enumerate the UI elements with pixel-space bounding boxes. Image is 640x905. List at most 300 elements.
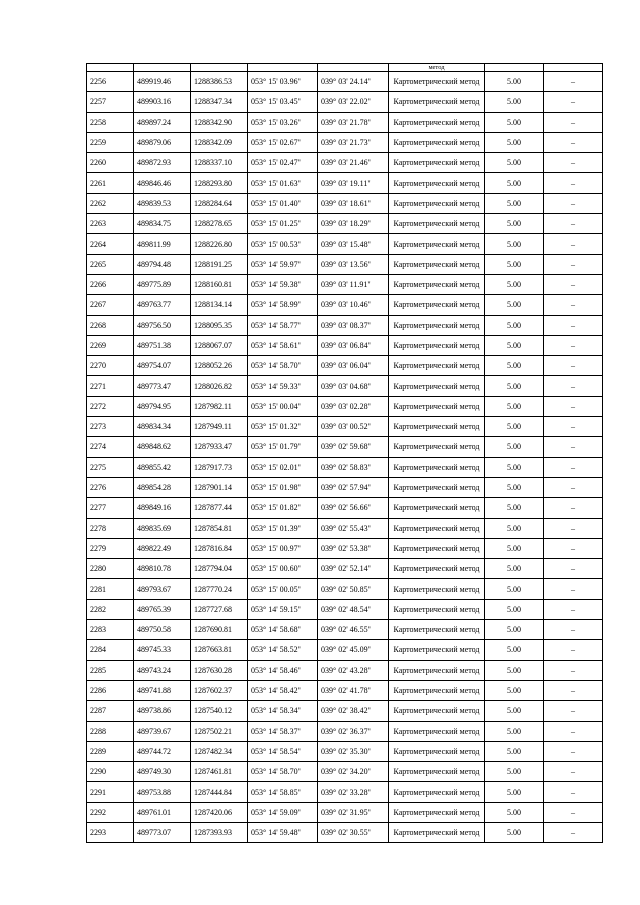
cell-x-coordinate: 489763.77 bbox=[134, 295, 191, 315]
table-row bbox=[87, 315, 603, 335]
table-row bbox=[87, 518, 603, 538]
cell-method: Картометрический метод bbox=[389, 640, 485, 660]
cell-x-coordinate: 489811.99 bbox=[134, 234, 191, 254]
cell-longitude: 039° 02' 52.14" bbox=[318, 559, 389, 579]
cell-longitude: 039° 02' 38.42" bbox=[318, 701, 389, 721]
cell-accuracy: 5.00 bbox=[485, 660, 544, 680]
cell-y-coordinate: 1288342.90 bbox=[191, 112, 248, 132]
cell-x-coordinate: 489751.38 bbox=[134, 335, 191, 355]
cell-accuracy: 5.00 bbox=[485, 599, 544, 619]
cell-accuracy: 5.00 bbox=[485, 680, 544, 700]
cell-longitude: 039° 02' 56.66" bbox=[318, 498, 389, 518]
cell-point-number: 2269 bbox=[87, 335, 134, 355]
cell-x-coordinate: 489879.06 bbox=[134, 132, 191, 152]
cell-x-coordinate: 489854.28 bbox=[134, 477, 191, 497]
cell-x-coordinate: 489773.47 bbox=[134, 376, 191, 396]
cell-longitude: 039° 03' 11.91" bbox=[318, 274, 389, 294]
cell-method: Картометрический метод bbox=[389, 193, 485, 213]
cell-x bbox=[134, 64, 191, 72]
cell-y-coordinate: 1288095.35 bbox=[191, 315, 248, 335]
cell-method: Картометрический метод bbox=[389, 234, 485, 254]
cell-latitude: 053° 14' 58.68" bbox=[248, 620, 318, 640]
table-row bbox=[87, 782, 603, 802]
cell-accuracy: 5.00 bbox=[485, 762, 544, 782]
cell-latitude: 053° 14' 58.70" bbox=[248, 356, 318, 376]
cell-latitude: 053° 15' 01.25" bbox=[248, 214, 318, 234]
cell-longitude: 039° 03' 21.73" bbox=[318, 132, 389, 152]
cell-point-number: 2261 bbox=[87, 173, 134, 193]
cell-accuracy: 5.00 bbox=[485, 376, 544, 396]
cell-point-number: 2264 bbox=[87, 234, 134, 254]
cell-x-coordinate: 489846.46 bbox=[134, 173, 191, 193]
cell-accuracy: 5.00 bbox=[485, 457, 544, 477]
cell-longitude: 039° 02' 53.38" bbox=[318, 538, 389, 558]
cell-point-number: 2286 bbox=[87, 680, 134, 700]
table-row bbox=[87, 599, 603, 619]
cell-latitude: 053° 14' 58.99" bbox=[248, 295, 318, 315]
cell-longitude: 039° 03' 19.11" bbox=[318, 173, 389, 193]
cell-y-coordinate: 1287854.81 bbox=[191, 518, 248, 538]
cell-point-number: 2275 bbox=[87, 457, 134, 477]
cell-y-coordinate: 1288134.14 bbox=[191, 295, 248, 315]
cell-description: – bbox=[544, 701, 603, 721]
cell-longitude: 039° 03' 08.37" bbox=[318, 315, 389, 335]
cell-longitude: 039° 02' 57.94" bbox=[318, 477, 389, 497]
cell-accuracy: 5.00 bbox=[485, 437, 544, 457]
cell-latitude: 053° 15' 03.26" bbox=[248, 112, 318, 132]
cell-y-coordinate: 1287540.12 bbox=[191, 701, 248, 721]
cell-x-coordinate: 489750.58 bbox=[134, 620, 191, 640]
cell-longitude: 039° 03' 22.02" bbox=[318, 92, 389, 112]
cell-x-coordinate: 489775.89 bbox=[134, 274, 191, 294]
cell-latitude: 053° 14' 59.38" bbox=[248, 274, 318, 294]
cell-point-number: 2278 bbox=[87, 518, 134, 538]
cell-description: – bbox=[544, 274, 603, 294]
cell-method: Картометрический метод bbox=[389, 762, 485, 782]
cell-description: – bbox=[544, 335, 603, 355]
table-row bbox=[87, 680, 603, 700]
cell-point-number: 2290 bbox=[87, 762, 134, 782]
cell-point-number: 2272 bbox=[87, 396, 134, 416]
cell-description: – bbox=[544, 579, 603, 599]
cell-method: Картометрический метод bbox=[389, 620, 485, 640]
cell-method: Картометрический метод bbox=[389, 132, 485, 152]
cell-accuracy: 5.00 bbox=[485, 92, 544, 112]
cell-accuracy: 5.00 bbox=[485, 396, 544, 416]
cell-longitude: 039° 03' 00.52" bbox=[318, 417, 389, 437]
cell-x-coordinate: 489745.33 bbox=[134, 640, 191, 660]
cell-latitude bbox=[248, 64, 318, 72]
cell-latitude: 053° 15' 02.47" bbox=[248, 153, 318, 173]
cell-longitude: 039° 03' 04.68" bbox=[318, 376, 389, 396]
cell-latitude: 053° 14' 58.54" bbox=[248, 741, 318, 761]
cell-point-number: 2268 bbox=[87, 315, 134, 335]
cell-latitude: 053° 14' 59.33" bbox=[248, 376, 318, 396]
cell-y-coordinate: 1287982.11 bbox=[191, 396, 248, 416]
cell-x-coordinate: 489743.24 bbox=[134, 660, 191, 680]
table-row bbox=[87, 822, 603, 842]
table-row bbox=[87, 173, 603, 193]
table-row bbox=[87, 802, 603, 822]
cell-x-coordinate: 489919.46 bbox=[134, 72, 191, 92]
cell-description: – bbox=[544, 559, 603, 579]
table-row bbox=[87, 701, 603, 721]
cell-longitude: 039° 02' 36.37" bbox=[318, 721, 389, 741]
table-row bbox=[87, 295, 603, 315]
cell-longitude bbox=[318, 64, 389, 72]
cell-x-coordinate: 489794.48 bbox=[134, 254, 191, 274]
cell-method: Картометрический метод bbox=[389, 173, 485, 193]
cell-y-coordinate: 1287630.28 bbox=[191, 660, 248, 680]
cell-point-number: 2258 bbox=[87, 112, 134, 132]
cell-y-coordinate: 1288067.07 bbox=[191, 335, 248, 355]
cell-latitude: 053° 14' 58.42" bbox=[248, 680, 318, 700]
cell-accuracy: 5.00 bbox=[485, 701, 544, 721]
cell-longitude: 039° 03' 06.84" bbox=[318, 335, 389, 355]
cell-y-coordinate: 1287901.14 bbox=[191, 477, 248, 497]
cell-method: Картометрический метод bbox=[389, 92, 485, 112]
cell-method: Картометрический метод bbox=[389, 315, 485, 335]
cell-accuracy: 5.00 bbox=[485, 254, 544, 274]
cell-description: – bbox=[544, 477, 603, 497]
cell-y-coordinate: 1287482.34 bbox=[191, 741, 248, 761]
cell-accuracy: 5.00 bbox=[485, 518, 544, 538]
cell-x-coordinate: 489765.39 bbox=[134, 599, 191, 619]
cell-x-coordinate: 489741.88 bbox=[134, 680, 191, 700]
cell-latitude: 053° 15' 00.60" bbox=[248, 559, 318, 579]
cell-method: Картометрический метод bbox=[389, 112, 485, 132]
cell-x-coordinate: 489810.78 bbox=[134, 559, 191, 579]
cell-description: – bbox=[544, 315, 603, 335]
cell-point-number: 2265 bbox=[87, 254, 134, 274]
cell-point-number: 2260 bbox=[87, 153, 134, 173]
cell-description: – bbox=[544, 173, 603, 193]
cell-point-number: 2259 bbox=[87, 132, 134, 152]
cell-description: – bbox=[544, 498, 603, 518]
cell-longitude: 039° 02' 35.30" bbox=[318, 741, 389, 761]
cell-description bbox=[544, 64, 603, 72]
cell-x-coordinate: 489739.67 bbox=[134, 721, 191, 741]
table-row bbox=[87, 193, 603, 213]
cell-latitude: 053° 14' 58.37" bbox=[248, 721, 318, 741]
cell-latitude: 053° 15' 01.39" bbox=[248, 518, 318, 538]
cell-point-number: 2267 bbox=[87, 295, 134, 315]
cell-description: – bbox=[544, 193, 603, 213]
cell-longitude: 039° 02' 55.43" bbox=[318, 518, 389, 538]
cell-description: – bbox=[544, 356, 603, 376]
cell-accuracy: 5.00 bbox=[485, 335, 544, 355]
cell-description: – bbox=[544, 457, 603, 477]
cell-longitude: 039° 02' 45.09" bbox=[318, 640, 389, 660]
cell-method: Картометрический метод bbox=[389, 477, 485, 497]
cell-accuracy: 5.00 bbox=[485, 274, 544, 294]
cell-point-number: 2256 bbox=[87, 72, 134, 92]
cell-y-coordinate: 1288160.81 bbox=[191, 274, 248, 294]
table-body bbox=[87, 64, 603, 843]
cell-latitude: 053° 14' 58.85" bbox=[248, 782, 318, 802]
cell-y-coordinate: 1287602.37 bbox=[191, 680, 248, 700]
table-row bbox=[87, 132, 603, 152]
cell-x-coordinate: 489773.07 bbox=[134, 822, 191, 842]
cell-point-number: 2284 bbox=[87, 640, 134, 660]
cell-method: Картометрический метод bbox=[389, 660, 485, 680]
table-row bbox=[87, 620, 603, 640]
cell-point-number: 2287 bbox=[87, 701, 134, 721]
cell-method: Картометрический метод bbox=[389, 356, 485, 376]
cell-description: – bbox=[544, 741, 603, 761]
table-row bbox=[87, 376, 603, 396]
cell-longitude: 039° 03' 15.48" bbox=[318, 234, 389, 254]
cell-method: Картометрический метод bbox=[389, 437, 485, 457]
cell-y-coordinate: 1287461.81 bbox=[191, 762, 248, 782]
table-row bbox=[87, 234, 603, 254]
cell-description: – bbox=[544, 640, 603, 660]
cell-latitude: 053° 14' 59.09" bbox=[248, 802, 318, 822]
cell-y bbox=[191, 64, 248, 72]
table-row bbox=[87, 335, 603, 355]
cell-latitude: 053° 15' 00.04" bbox=[248, 396, 318, 416]
cell-accuracy: 5.00 bbox=[485, 477, 544, 497]
cell-y-coordinate: 1287444.84 bbox=[191, 782, 248, 802]
cell-point-number: 2282 bbox=[87, 599, 134, 619]
cell-y-coordinate: 1288052.26 bbox=[191, 356, 248, 376]
cell-y-coordinate: 1288026.82 bbox=[191, 376, 248, 396]
cell-description: – bbox=[544, 620, 603, 640]
table-row bbox=[87, 437, 603, 457]
cell-longitude: 039° 02' 33.28" bbox=[318, 782, 389, 802]
cell-y-coordinate: 1287393.93 bbox=[191, 822, 248, 842]
table-row bbox=[87, 112, 603, 132]
cell-y-coordinate: 1287794.04 bbox=[191, 559, 248, 579]
cell-latitude: 053° 15' 02.67" bbox=[248, 132, 318, 152]
cell-x-coordinate: 489793.67 bbox=[134, 579, 191, 599]
coordinates-table bbox=[86, 63, 603, 843]
table-row bbox=[87, 72, 603, 92]
cell-longitude: 039° 02' 58.83" bbox=[318, 457, 389, 477]
cell-method: Картометрический метод bbox=[389, 701, 485, 721]
table-row bbox=[87, 559, 603, 579]
cell-description: – bbox=[544, 376, 603, 396]
table-row bbox=[87, 396, 603, 416]
cell-method: Картометрический метод bbox=[389, 254, 485, 274]
cell-x-coordinate: 489749.30 bbox=[134, 762, 191, 782]
cell-method: Картометрический метод bbox=[389, 782, 485, 802]
cell-point-number: 2280 bbox=[87, 559, 134, 579]
cell-point-number: 2279 bbox=[87, 538, 134, 558]
cell-x-coordinate: 489834.75 bbox=[134, 214, 191, 234]
cell-description: – bbox=[544, 660, 603, 680]
cell-accuracy: 5.00 bbox=[485, 417, 544, 437]
table-row bbox=[87, 92, 603, 112]
cell-y-coordinate: 1287502.21 bbox=[191, 721, 248, 741]
cell-latitude: 053° 14' 59.15" bbox=[248, 599, 318, 619]
cell-latitude: 053° 15' 01.82" bbox=[248, 498, 318, 518]
cell-longitude: 039° 03' 13.56" bbox=[318, 254, 389, 274]
cell-longitude: 039° 03' 21.46" bbox=[318, 153, 389, 173]
cell-y-coordinate: 1288337.10 bbox=[191, 153, 248, 173]
cell-x-coordinate: 489754.07 bbox=[134, 356, 191, 376]
table-row-continuation bbox=[87, 64, 603, 72]
cell-latitude: 053° 15' 01.98" bbox=[248, 477, 318, 497]
cell-latitude: 053° 15' 00.53" bbox=[248, 234, 318, 254]
cell-accuracy: 5.00 bbox=[485, 498, 544, 518]
cell-latitude: 053° 15' 03.96" bbox=[248, 72, 318, 92]
cell-longitude: 039° 03' 24.14" bbox=[318, 72, 389, 92]
cell-longitude: 039° 03' 18.29" bbox=[318, 214, 389, 234]
cell-point-number: 2273 bbox=[87, 417, 134, 437]
cell-method: Картометрический метод bbox=[389, 599, 485, 619]
cell-point-number: 2274 bbox=[87, 437, 134, 457]
cell-point-number: 2263 bbox=[87, 214, 134, 234]
cell-description: – bbox=[544, 92, 603, 112]
cell-point-number: 2291 bbox=[87, 782, 134, 802]
cell-accuracy: 5.00 bbox=[485, 315, 544, 335]
cell-point-number: 2288 bbox=[87, 721, 134, 741]
cell-y-coordinate: 1288293.80 bbox=[191, 173, 248, 193]
cell-y-coordinate: 1288226.80 bbox=[191, 234, 248, 254]
cell-description: – bbox=[544, 396, 603, 416]
cell-accuracy: 5.00 bbox=[485, 741, 544, 761]
cell-accuracy: 5.00 bbox=[485, 214, 544, 234]
cell-method: Картометрический метод bbox=[389, 518, 485, 538]
cell-point-number: 2285 bbox=[87, 660, 134, 680]
cell-accuracy: 5.00 bbox=[485, 721, 544, 741]
cell-y-coordinate: 1288347.34 bbox=[191, 92, 248, 112]
cell-method: метод bbox=[389, 64, 485, 72]
cell-description: – bbox=[544, 518, 603, 538]
cell-longitude: 039° 02' 50.85" bbox=[318, 579, 389, 599]
cell-y-coordinate: 1287917.73 bbox=[191, 457, 248, 477]
cell-longitude: 039° 02' 41.78" bbox=[318, 680, 389, 700]
cell-latitude: 053° 15' 01.63" bbox=[248, 173, 318, 193]
cell-latitude: 053° 15' 01.40" bbox=[248, 193, 318, 213]
table-row bbox=[87, 457, 603, 477]
cell-method: Картометрический метод bbox=[389, 802, 485, 822]
cell-x-coordinate: 489744.72 bbox=[134, 741, 191, 761]
cell-y-coordinate: 1287816.84 bbox=[191, 538, 248, 558]
cell-method: Картометрический метод bbox=[389, 559, 485, 579]
cell-point-number: 2270 bbox=[87, 356, 134, 376]
table-row bbox=[87, 477, 603, 497]
table-row bbox=[87, 660, 603, 680]
cell-longitude: 039° 02' 59.68" bbox=[318, 437, 389, 457]
cell-x-coordinate: 489839.53 bbox=[134, 193, 191, 213]
cell-description: – bbox=[544, 721, 603, 741]
cell-description: – bbox=[544, 782, 603, 802]
cell-method: Картометрический метод bbox=[389, 680, 485, 700]
cell-latitude: 053° 14' 58.70" bbox=[248, 762, 318, 782]
cell-accuracy: 5.00 bbox=[485, 234, 544, 254]
cell-method: Картометрический метод bbox=[389, 538, 485, 558]
cell-y-coordinate: 1288278.65 bbox=[191, 214, 248, 234]
cell-accuracy: 5.00 bbox=[485, 579, 544, 599]
cell-method: Картометрический метод bbox=[389, 376, 485, 396]
table-row bbox=[87, 579, 603, 599]
cell-method: Картометрический метод bbox=[389, 457, 485, 477]
cell-x-coordinate: 489756.50 bbox=[134, 315, 191, 335]
cell-accuracy: 5.00 bbox=[485, 112, 544, 132]
cell-method: Картометрический метод bbox=[389, 822, 485, 842]
cell-accuracy: 5.00 bbox=[485, 640, 544, 660]
cell-number bbox=[87, 64, 134, 72]
cell-y-coordinate: 1287727.68 bbox=[191, 599, 248, 619]
cell-latitude: 053° 14' 58.46" bbox=[248, 660, 318, 680]
cell-longitude: 039° 02' 46.55" bbox=[318, 620, 389, 640]
table-row bbox=[87, 254, 603, 274]
cell-y-coordinate: 1287933.47 bbox=[191, 437, 248, 457]
cell-x-coordinate: 489738.86 bbox=[134, 701, 191, 721]
table-row bbox=[87, 721, 603, 741]
cell-y-coordinate: 1288386.53 bbox=[191, 72, 248, 92]
cell-accuracy: 5.00 bbox=[485, 822, 544, 842]
cell-x-coordinate: 489872.93 bbox=[134, 153, 191, 173]
cell-latitude: 053° 15' 02.01" bbox=[248, 457, 318, 477]
cell-latitude: 053° 15' 01.32" bbox=[248, 417, 318, 437]
cell-latitude: 053° 15' 00.97" bbox=[248, 538, 318, 558]
cell-y-coordinate: 1288191.25 bbox=[191, 254, 248, 274]
cell-x-coordinate: 489835.69 bbox=[134, 518, 191, 538]
cell-point-number: 2262 bbox=[87, 193, 134, 213]
cell-latitude: 053° 14' 59.48" bbox=[248, 822, 318, 842]
table-row bbox=[87, 417, 603, 437]
cell-accuracy: 5.00 bbox=[485, 356, 544, 376]
cell-description: – bbox=[544, 538, 603, 558]
cell-accuracy: 5.00 bbox=[485, 620, 544, 640]
cell-description: – bbox=[544, 112, 603, 132]
cell-latitude: 053° 14' 58.77" bbox=[248, 315, 318, 335]
cell-description: – bbox=[544, 762, 603, 782]
cell-accuracy bbox=[485, 64, 544, 72]
cell-point-number: 2283 bbox=[87, 620, 134, 640]
cell-method: Картометрический метод bbox=[389, 274, 485, 294]
cell-latitude: 053° 14' 58.34" bbox=[248, 701, 318, 721]
cell-x-coordinate: 489897.24 bbox=[134, 112, 191, 132]
cell-latitude: 053° 14' 58.61" bbox=[248, 335, 318, 355]
cell-accuracy: 5.00 bbox=[485, 153, 544, 173]
table-row bbox=[87, 741, 603, 761]
cell-accuracy: 5.00 bbox=[485, 538, 544, 558]
cell-description: – bbox=[544, 72, 603, 92]
cell-method: Картометрический метод bbox=[389, 741, 485, 761]
cell-method: Картометрический метод bbox=[389, 72, 485, 92]
cell-longitude: 039° 03' 02.28" bbox=[318, 396, 389, 416]
cell-description: – bbox=[544, 132, 603, 152]
cell-x-coordinate: 489753.88 bbox=[134, 782, 191, 802]
cell-method: Картометрический метод bbox=[389, 396, 485, 416]
cell-method: Картометрический метод bbox=[389, 295, 485, 315]
cell-x-coordinate: 489834.34 bbox=[134, 417, 191, 437]
cell-y-coordinate: 1287690.81 bbox=[191, 620, 248, 640]
cell-longitude: 039° 03' 18.61" bbox=[318, 193, 389, 213]
table-row bbox=[87, 640, 603, 660]
cell-description: – bbox=[544, 680, 603, 700]
cell-x-coordinate: 489822.49 bbox=[134, 538, 191, 558]
cell-description: – bbox=[544, 599, 603, 619]
cell-latitude: 053° 14' 59.97" bbox=[248, 254, 318, 274]
cell-accuracy: 5.00 bbox=[485, 802, 544, 822]
cell-y-coordinate: 1288342.09 bbox=[191, 132, 248, 152]
cell-point-number: 2277 bbox=[87, 498, 134, 518]
cell-latitude: 053° 15' 00.05" bbox=[248, 579, 318, 599]
table-row bbox=[87, 214, 603, 234]
cell-x-coordinate: 489794.95 bbox=[134, 396, 191, 416]
cell-y-coordinate: 1287770.24 bbox=[191, 579, 248, 599]
cell-point-number: 2281 bbox=[87, 579, 134, 599]
cell-longitude: 039° 02' 31.95" bbox=[318, 802, 389, 822]
cell-x-coordinate: 489849.16 bbox=[134, 498, 191, 518]
cell-latitude: 053° 15' 01.79" bbox=[248, 437, 318, 457]
cell-description: – bbox=[544, 295, 603, 315]
